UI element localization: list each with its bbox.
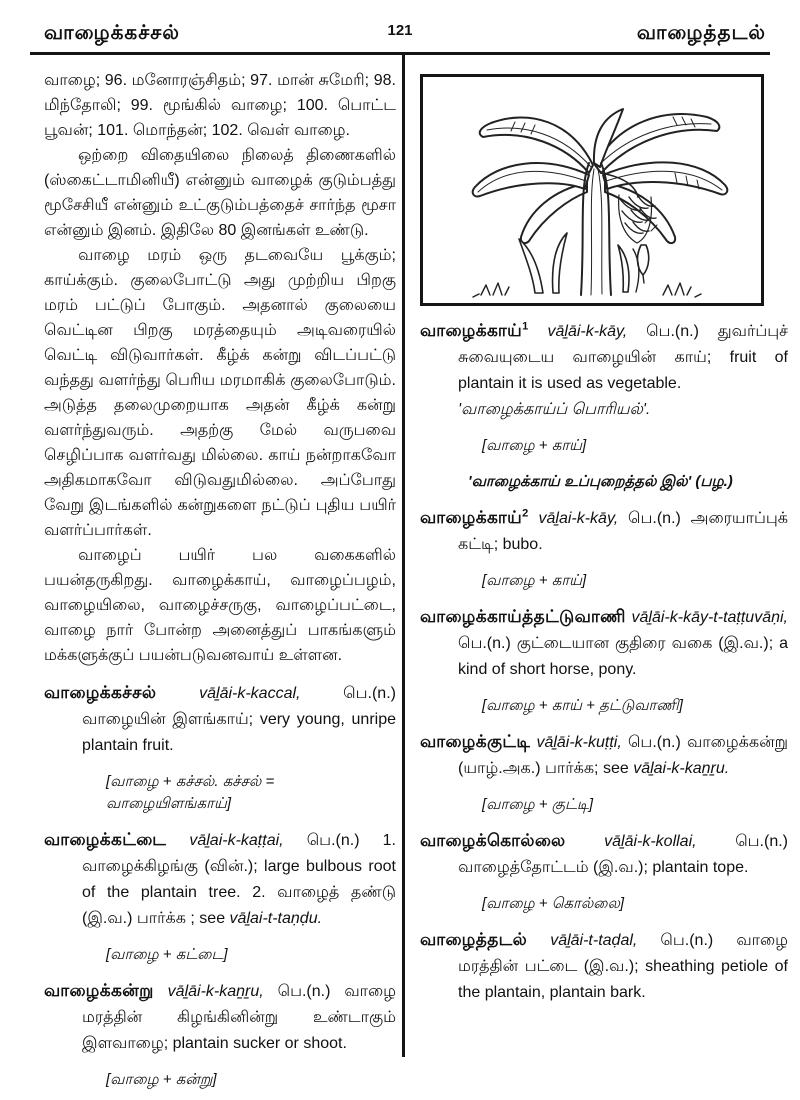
paragraph: ஒற்றை விதையிலை நிலைத் திணைகளில் (ஸ்கைட்டாமினியீ) என்னும் வாழைக் குடும்பத்து மூசேசியீ என்னும் உட்குடும்பத்தைச் சார்ந்த மூசா என்னும் இனம். இதிலே 80 இனங்கள் உண்டு. [44, 147, 396, 239]
entry-definition: வாழை மரத்தின் பட்டை (இ.வ.); sheathing petiole of the plantain, plantain bark. [458, 932, 788, 1001]
entry-valai-k-kay-2 [420, 505, 788, 558]
entry-etymology: [வாழை + காய் + தட்டுவாணி] [482, 697, 683, 714]
entry-etymology: [வாழை + கட்டை] [106, 946, 228, 963]
entry-transliteration: vāḻāi-k-kaccal, [199, 685, 301, 702]
entry-etymology: [வாழை + காய்] [482, 437, 587, 454]
entry-definition: வாழைக்கன்று (யாழ்.அக.) பார்க்க; see [458, 734, 788, 777]
entry-definition: வாழை மரத்தின் கிழங்கினின்று உண்டாகும் இளவாழை; plantain sucker or shoot. [82, 983, 397, 1052]
right-column [420, 68, 788, 1006]
entry-headword: வாழைக்கொல்லை [420, 831, 566, 850]
entry-cross-reference: vāḻai-t-taṇḍu. [229, 910, 323, 927]
entry-etymology: [வாழை + கொல்லை] [482, 895, 625, 912]
entry-pos: பெ.(n.) [660, 932, 714, 949]
entry-valai-k-kay-tattuvani [420, 604, 788, 683]
entry-pos: பெ.(n.) [627, 734, 681, 751]
page-number: 121 [387, 22, 413, 39]
entry-pos: பெ.(n.) [458, 635, 511, 652]
column-divider [402, 55, 405, 1057]
entry-headword: வாழைக்காய்த்தட்டுவாணி [420, 607, 626, 626]
homograph-number: 1 [522, 320, 529, 333]
entry-headword: வாழைத்தடல் [420, 930, 528, 949]
entry-headword: வாழைக்கட்டை [44, 830, 167, 849]
entry-definition: வாழைத்தோட்டம் (இ.வ.); plantain tope. [458, 859, 749, 876]
entry-transliteration: vāḻāi-k-kaṉṟu, [167, 983, 264, 1000]
plantain-tree-drawing [423, 77, 761, 303]
entry-pos: பெ.(n.) [628, 510, 681, 527]
entry-pos: பெ.(n.) [306, 832, 360, 849]
entry-pos: பெ.(n.) [343, 685, 396, 702]
entry-definition: வாழையின் இளங்காய்; very young, unripe plantain fruit. [82, 711, 396, 754]
paragraph: வாழைப் பயிர் பல வகைகளில் பயன்தருகிறது. வாழைக்காய், வாழைப்பழம், வாழையிலை, வாழைச்சருகு, வாழைப்பட்டை, வாழை நார் போன்ற அனைத்துப் பாகங்களும் மக்களுக்குப் பயன்படுவனவாய் உள்ளன. [44, 547, 396, 664]
entry-valai-t-tadal [420, 927, 788, 1006]
entry-valai-k-kutti [420, 729, 788, 782]
entry-etymology: [வாழை + கன்று] [106, 1071, 217, 1088]
entry-cross-reference: vāḻai-k-kaṉṟu. [633, 760, 730, 777]
header-left-guideword: வாழைக்கச்சல் [44, 22, 180, 44]
paragraph: வாழை மரம் ஒரு தடவையே பூக்கும்; காய்க்கும். குலைபோட்டு அது முற்றிய பிறகு மரம் பட்டுப் போகும். அதனால் குலையை வெட்டின பிறகு மரத்தையும் அடிவரையில் வெட்டி விடுவார்கள். கீழ்க் கன்று விடப்பட்டு வந்தது வளர்ந்து பெரிய மரமாகிக் குலைபோடும். அடுத்த தலைமுறையாக அதன் கீழ்க் கன்று வளர்ந்துவரும். அதற்கு மேல் வருபவை செழிப்பாக வளர்வது மில்லை. காய் நன்றாகவோ அதிகமாகவோ விடுவதுமில்லை. அப்போது வேறு இடங்களில் கன்றுகளை நட்டுப் புதிய பயிர் வளர்ப்பார்கள். [44, 247, 396, 539]
paragraph: வாழை; 96. மனோரஞ்சிதம்; 97. மான் சுமேரி; 98. மிந்தோலி; 99. மூங்கில் வாழை; 100. பொட்ட பூவன்; 101. மொந்தன்; 102. வெள் வாழை. [44, 72, 396, 139]
entry-valai-k-kanru [44, 978, 396, 1057]
entry-valai-k-kaccal [44, 680, 396, 759]
entry-valai-k-kollai [420, 828, 788, 881]
homograph-number: 2 [522, 507, 529, 520]
entry-transliteration: vāḻai-k-kāy, [538, 510, 619, 527]
entry-headword: வாழைக்கச்சல் [44, 683, 157, 702]
entry-transliteration: vāḻāi-k-kāy-t-taṭṭuvāṇi, [631, 609, 788, 626]
entry-example: 'வாழைக்காய்ப் பொரியல்'. [458, 401, 651, 418]
entry-transliteration: vāḻāi-k-kuṭṭi, [536, 734, 622, 751]
header-rule [30, 52, 770, 55]
entry-transliteration: vāḻai-k-kaṭṭai, [189, 832, 284, 849]
entry-valai-k-kay-1 [420, 318, 788, 423]
entry-pos: பெ.(n.) [735, 833, 788, 850]
plantain-tree-illustration [420, 74, 764, 306]
entry-proverb: 'வாழைக்காய் உப்புறைத்தல் இல்' (பழ.) [468, 473, 733, 490]
entry-headword: வாழைக்குட்டி [420, 732, 531, 751]
entry-pos: பெ.(n.) [277, 983, 331, 1000]
entry-transliteration: vāḻāi-k-kollai, [604, 833, 697, 850]
entry-definition: துவர்ப்புச் சுவையுடைய வாழையின் காய்; fruit of plantain it is used as vegetable. [458, 323, 788, 392]
entry-definition: 1. வாழைக்கிழங்கு (வின்.); large bulbous root of the plantain tree. 2. வாழைத் தண்டு (இ.வ.) பார்க்க ; see [82, 832, 396, 927]
entry-definition: அரையாப்புக் கட்டி; bubo. [458, 510, 788, 553]
entry-etymology: [வாழை + காய்] [482, 572, 587, 589]
header-right-guideword: வாழைத்தடல் [636, 22, 766, 44]
entry-headword: வாழைக்காய்$^1$ [420, 320, 529, 340]
entry-headword: வாழைக்காய்$^2$ [420, 507, 529, 527]
entry-transliteration: vāḻāi-t-taḍal, [550, 932, 638, 949]
entry-transliteration: vāḻāi-k-kāy, [547, 323, 628, 340]
entry-etymology: [வாழை + குட்டி] [482, 796, 594, 813]
left-column [44, 68, 396, 1093]
entry-etymology: [வாழை + கச்சல். கச்சல் = வாழையிளங்காய்] [106, 773, 275, 812]
entry-headword: வாழைக்கன்று [44, 981, 154, 1000]
entry-valai-k-kattai [44, 827, 396, 932]
entry-definition: குட்டையான குதிரை வகை (இ.வ.); a kind of short horse, pony. [458, 635, 788, 678]
entry-pos: பெ.(n.) [646, 323, 699, 340]
